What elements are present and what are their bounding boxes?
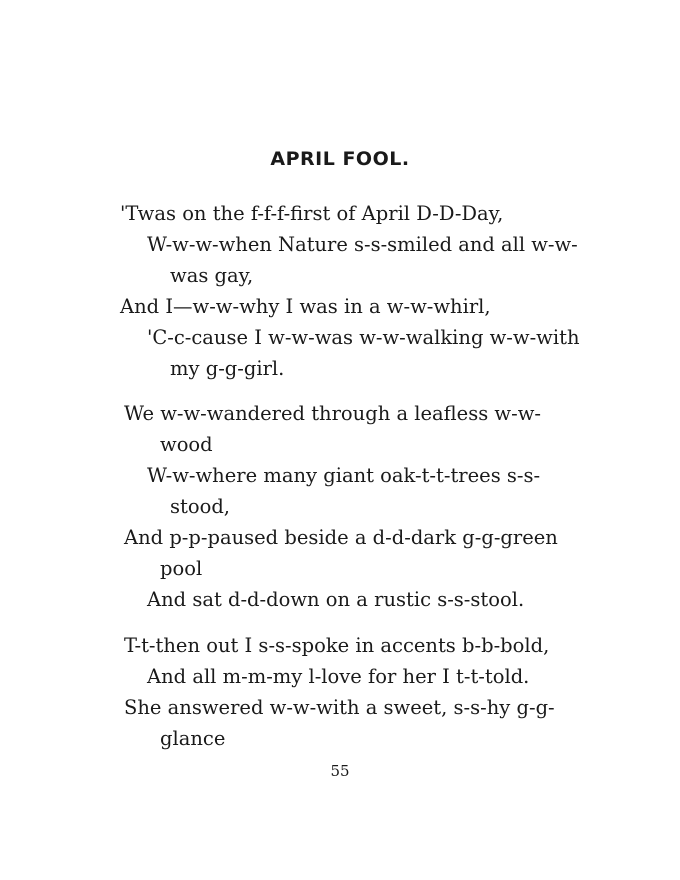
poem-line: W-w-where many giant oak-t-t-trees s-s- <box>147 464 541 487</box>
poem-line: wood <box>160 433 213 456</box>
poem-line: She answered w-w-with a sweet, s-s-hy g-g- <box>124 696 555 719</box>
poem-line: 'C-c-cause I w-w-was w-w-walking w-w-with <box>147 326 580 349</box>
poem-line: And sat d-d-down on a rustic s-s-stool. <box>147 588 525 611</box>
poem-line: W-w-w-when Nature s-s-smiled and all w-w- <box>147 233 578 256</box>
poem-line: was gay, <box>170 264 254 287</box>
poem-line: And I—w-w-why I was in a w-w-whirl, <box>120 295 491 318</box>
poem-line: stood, <box>170 495 231 518</box>
poem-line: And p-p-paused beside a d-d-dark g-g-green <box>124 526 558 549</box>
poem-line: And all m-m-my l-love for her I t-t-told. <box>147 665 530 688</box>
poem-line: my g-g-girl. <box>170 357 285 380</box>
poem-line: We w-w-wandered through a leafless w-w- <box>124 402 541 425</box>
poem-title: APRIL FOOL. <box>270 148 410 170</box>
poem-line: 'Twas on the f-f-f-first of April D-D-Day, <box>120 202 504 225</box>
poem-line: T-t-then out I s-s-spoke in accents b-b-bold, <box>124 634 550 657</box>
poem-line: glance <box>160 727 226 750</box>
page-number: 55 <box>330 762 350 780</box>
poem-line: pool <box>160 557 203 580</box>
